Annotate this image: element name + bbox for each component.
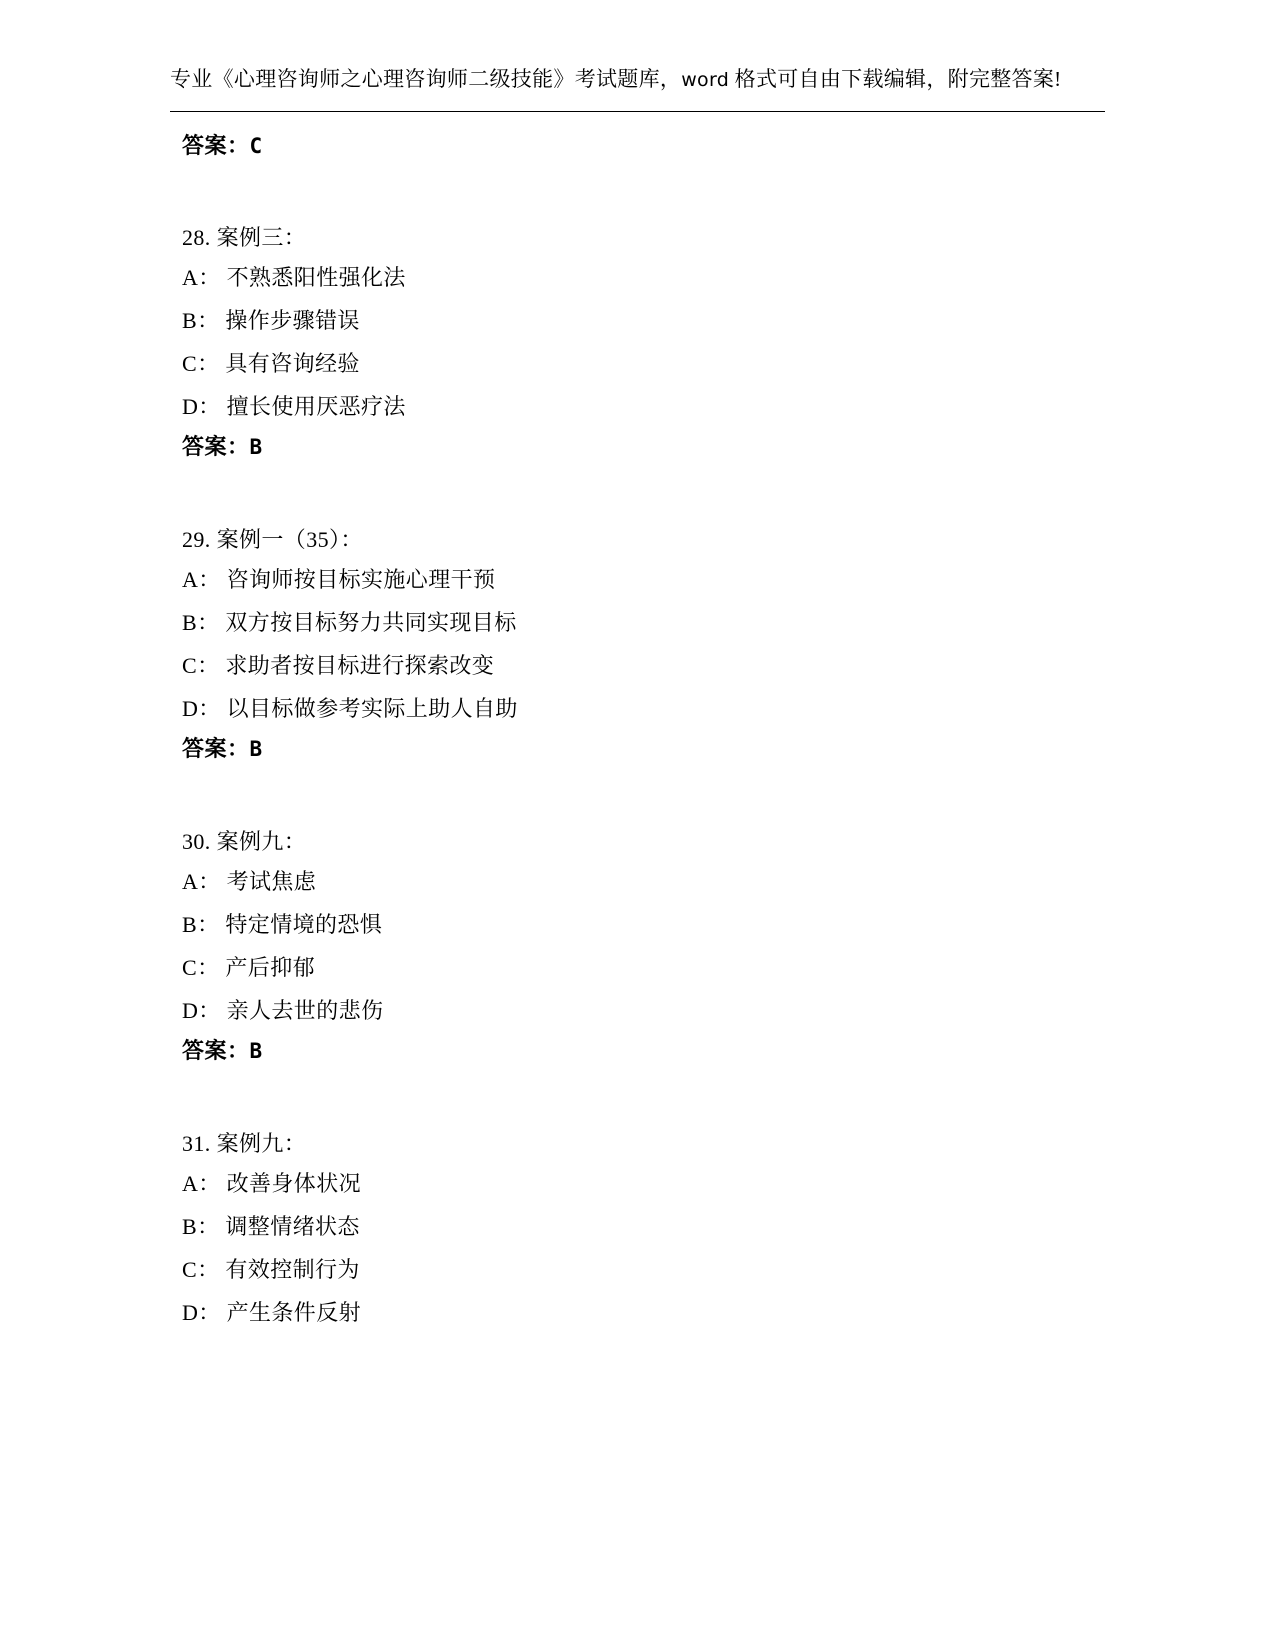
question-text: 案例九：	[216, 1131, 307, 1156]
option-row[interactable]	[182, 342, 1105, 385]
option-text: 产生条件反射	[226, 1300, 362, 1325]
question-title	[182, 220, 1105, 256]
question-title	[182, 522, 1105, 558]
option-text: 操作步骤错误	[225, 308, 360, 333]
answer-label: 答案：	[182, 133, 250, 158]
header-divider	[170, 111, 1105, 112]
option-text: 特定情境的恐惧	[225, 912, 383, 937]
question-number: 28.	[182, 225, 211, 250]
option-label: B：	[182, 912, 220, 937]
option-row[interactable]	[182, 946, 1105, 989]
question-block	[170, 522, 1105, 768]
option-text: 不熟悉阳性强化法	[226, 265, 406, 290]
option-label: D：	[182, 998, 221, 1023]
question-number: 30.	[182, 829, 211, 854]
question-number: 31.	[182, 1131, 211, 1156]
option-label: C：	[182, 1257, 220, 1282]
option-row[interactable]	[182, 1162, 1105, 1205]
answer-label: 答案：	[182, 1038, 250, 1063]
option-text: 亲人去世的悲伤	[226, 998, 384, 1023]
option-row[interactable]	[182, 256, 1105, 299]
option-row[interactable]	[182, 1291, 1105, 1334]
page-header	[170, 62, 1105, 97]
option-row[interactable]	[182, 687, 1105, 730]
question-text: 案例一（35）：	[216, 527, 363, 552]
option-row[interactable]	[182, 558, 1105, 601]
option-row[interactable]	[182, 601, 1105, 644]
option-text: 咨询师按目标实施心理干预	[226, 567, 496, 592]
option-text: 改善身体状况	[226, 1171, 362, 1196]
answer-value: B	[249, 737, 263, 761]
top-answer-line	[182, 128, 1105, 164]
answer-value: B	[249, 435, 263, 459]
option-label: D：	[182, 696, 221, 721]
answer-row	[182, 1032, 1105, 1070]
option-label: A：	[182, 1171, 221, 1196]
option-text: 擅长使用厌恶疗法	[226, 394, 406, 419]
option-row[interactable]	[182, 860, 1105, 903]
header-text-before: 专业《心理咨询师之心理咨询师二级技能》考试题库，	[170, 67, 682, 91]
option-row[interactable]	[182, 989, 1105, 1032]
option-row[interactable]	[182, 1205, 1105, 1248]
question-block	[170, 220, 1105, 466]
option-text: 以目标做参考实际上助人自助	[226, 696, 518, 721]
question-text: 案例九：	[216, 829, 307, 854]
option-label: A：	[182, 567, 221, 592]
option-label: B：	[182, 610, 220, 635]
header-text-latin: word	[681, 69, 730, 91]
option-text: 具有咨询经验	[225, 351, 360, 376]
answer-value: B	[249, 1039, 263, 1063]
option-row[interactable]	[182, 903, 1105, 946]
question-block	[170, 1126, 1105, 1334]
option-row[interactable]	[182, 299, 1105, 342]
option-text: 有效控制行为	[225, 1257, 360, 1282]
answer-row	[182, 428, 1105, 466]
header-text-after: 格式可自由下载编辑，附完整答案!	[729, 67, 1062, 91]
answer-row	[182, 730, 1105, 768]
option-label: D：	[182, 1300, 221, 1325]
option-text: 双方按目标努力共同实现目标	[225, 610, 517, 635]
option-label: A：	[182, 869, 221, 894]
question-title	[182, 1126, 1105, 1162]
option-label: C：	[182, 955, 220, 980]
option-label: B：	[182, 308, 220, 333]
option-label: B：	[182, 1214, 220, 1239]
option-label: D：	[182, 394, 221, 419]
option-row[interactable]	[182, 385, 1105, 428]
option-text: 求助者按目标进行探索改变	[225, 653, 495, 678]
answer-label: 答案：	[182, 434, 250, 459]
question-title	[182, 824, 1105, 860]
option-text: 产后抑郁	[225, 955, 315, 980]
answer-value: C	[249, 134, 263, 158]
option-text: 调整情绪状态	[225, 1214, 360, 1239]
option-label: C：	[182, 653, 220, 678]
option-label: A：	[182, 265, 221, 290]
option-row[interactable]	[182, 644, 1105, 687]
question-number: 29.	[182, 527, 211, 552]
question-text: 案例三：	[216, 225, 307, 250]
answer-label: 答案：	[182, 736, 250, 761]
option-text: 考试焦虑	[226, 869, 317, 894]
option-label: C：	[182, 351, 220, 376]
question-block	[170, 824, 1105, 1070]
option-row[interactable]	[182, 1248, 1105, 1291]
